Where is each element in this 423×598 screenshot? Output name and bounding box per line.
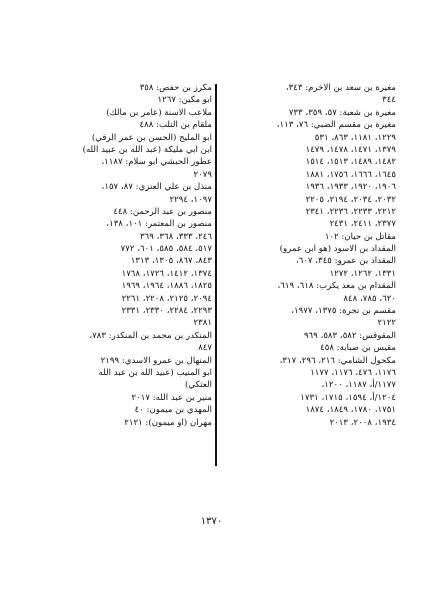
- index-entry-line: ٢١٢٢: [377, 318, 396, 329]
- index-entry-line: ١٩٣٤، ٢٠٠٨، ٢٠١٣: [329, 417, 396, 428]
- index-entry-line: مغيرة بن مقسم الضبي: ٧٦، ١١٣،: [276, 120, 396, 131]
- index-entry-line: ١١٧٧/أ، ١١٨٧، ١٢٠٠،: [321, 380, 396, 391]
- index-entry-line: ابو المليح (الحسن بن عمر الرقي): [91, 132, 212, 143]
- index-entry-line: منصور بن عبد الرحمن: ٤٤٨: [113, 206, 212, 217]
- index-entry-line: ١٧٥١، ١٧٨٠، ١٨٤٩، ١٨٧٤: [305, 405, 396, 416]
- index-entry-line: ٣٤٤: [382, 95, 396, 106]
- index-entry-line: ١٣٧٩، ١٤٧١، ١٤٧٨، ١٤٧٩: [305, 144, 396, 155]
- index-entry-line: ١٤٨٢، ١٤٨٩، ١٥١٣، ١٥١٤: [305, 157, 396, 168]
- index-entry-line: منصور بن المعتمر: ١٠١، ١٣٨،: [106, 219, 212, 230]
- index-column-right: [220, 82, 396, 429]
- index-entry-line: ابن ابي مليكة (عبد الله بن عبيد الله): [82, 144, 212, 155]
- index-entry-line: ١٣٣١، ١٢٦٢، ١٢٧٢: [329, 268, 396, 279]
- index-entry-line: ٢٢٩٣، ٢٢٨٤، ٢٣٣٠، ٢٣٣١: [121, 306, 212, 317]
- index-entry-line: عطور الحبشي ابو سلام: ١١٨٧،: [101, 157, 212, 168]
- index-entry-line: ٢٤٦، ٣٣٣، ٣٦٨، ٣٦٩: [140, 231, 212, 242]
- index-entry-line: ١١٧٦، ٤٧٦، ١١٧٦، ١١٧٧: [310, 367, 396, 378]
- index-entry-line: مقيس بن صبابة: ٤٥٨: [320, 343, 396, 354]
- index-entry-line: مغيرة بن سعد بن الاخرم: ٣٤٣،: [285, 83, 396, 93]
- index-entry-line: المقوقس: ٥٨٢، ٥٨٣، ٩٦٩: [303, 330, 396, 341]
- index-entry-line: ٦٢٠، ٧٨٥، ٨٤٨: [343, 293, 396, 304]
- index-entry-line: مكرز بن حفص: ٣٥٨: [139, 83, 212, 93]
- index-entry-line: ١٢٠٤/أ، ١٥٩٤، ١٧١٥، ١٧٣١: [300, 392, 396, 403]
- index-entry-line: المنكدر بن محمد بن المنكدر: ٧٨٣،: [89, 330, 212, 341]
- index-entry-line: ملاعب الاسنة (عامر بن مالك): [106, 107, 212, 118]
- column-divider: [215, 84, 217, 466]
- index-entry-line: ٢٣٧٧، ٢٤١١، ٢٤٣١: [329, 219, 396, 230]
- index-entry-line: ابو مكين: ١٢٦٧: [157, 95, 212, 106]
- index-entry-line: ٨٤٣، ٨٦٧، ١٣٠٥، ١٣١٣: [130, 256, 212, 267]
- index-entry-line: ٢٢١٢، ٢٢٣٣، ٢٢٣٦، ٢٣٤١: [305, 206, 396, 217]
- index-entry-line: ٢٣٨١: [193, 318, 212, 329]
- index-entry-line: مغيرة بن شعبة: ٥٧، ٣٥٩، ٧٣٣: [288, 107, 396, 118]
- index-entry-line: ١٠٩٧، ٢٢٩٤: [169, 194, 212, 205]
- index-entry-line: ٥١٧، ٥٨٤، ٥٨٥، ٦٠١، ٧٧٢: [120, 244, 212, 255]
- index-entry-line: مهران (او ميمون): ٢١٢١: [124, 417, 212, 428]
- index-entry-line: المقداد بن الاسود (هو ابن عمرو): [279, 244, 396, 255]
- index-entry-line: ١٣٧٤، ١٤١٢، ١٧٢٦، ١٧٦٨: [121, 268, 212, 279]
- index-entry-line: ١٩٠٦، ١٩٢٠، ١٩٣٣، ١٩٣٦: [305, 182, 396, 193]
- index-entry-line: العتكي): [184, 380, 212, 391]
- index-entry-line: ٢٠٩٤، ٢١٢٥، ٢٢٠٨، ٢٢٦١: [121, 293, 212, 304]
- index-entry-line: ابو المنيب (عبيد الله بن عبد الله: [98, 367, 212, 378]
- index-entry-line: ١٦٤٥، ١٦٦٦، ١٧٥٦، ١٨٨١: [305, 169, 396, 180]
- index-column-left: [36, 82, 212, 429]
- index-entry-line: ٨٤٧: [198, 343, 212, 354]
- index-entry-line: ملقام بن التلب: ٤٨٨: [139, 120, 212, 131]
- index-entry-line: المقداد بن عمرو: ٣٤٥، ٦٠٧،: [295, 256, 396, 267]
- index-entry-line: ١٨٢٥، ١٨٨٦، ١٩٦٤، ١٩٦٩: [121, 281, 212, 292]
- index-entry-line: ٢٠٣٢، ٢٠٣٤، ٢١٩٤، ٢٢٠٥: [305, 194, 396, 205]
- index-entry-line: منذل بن علي العنزي: ٨٧، ١٥٧،: [101, 182, 212, 193]
- index-entry-line: ١٢٢٩، ١١٨١، ٨٦٣، ٥٣١: [314, 132, 396, 143]
- index-entry-line: المنهال بن عمرو الاسدي: ٢١٩٩: [100, 355, 212, 366]
- index-entry-line: مقاتل بن حيان: ١٠٢: [324, 231, 396, 242]
- index-entry-line: ٢٠٧٩: [193, 169, 212, 180]
- index-entry-line: منير بن عبد الله: ٢٠١٧: [131, 392, 212, 403]
- page-number: ١٣٧٠: [200, 516, 223, 527]
- index-entry-line: المقدام بن معد يكرب: ٦١٨، ٦١٩،: [277, 281, 396, 292]
- index-entry-line: مكحول الشامي: ٢١٦، ٢٩٦، ٣١٧،: [279, 355, 396, 366]
- index-entry-line: مقسم بن نجرة: ١٣٧٥، ١٩٧٧،: [291, 306, 396, 317]
- index-entry-line: المهدي بن ميمون: ٤٠: [134, 405, 212, 416]
